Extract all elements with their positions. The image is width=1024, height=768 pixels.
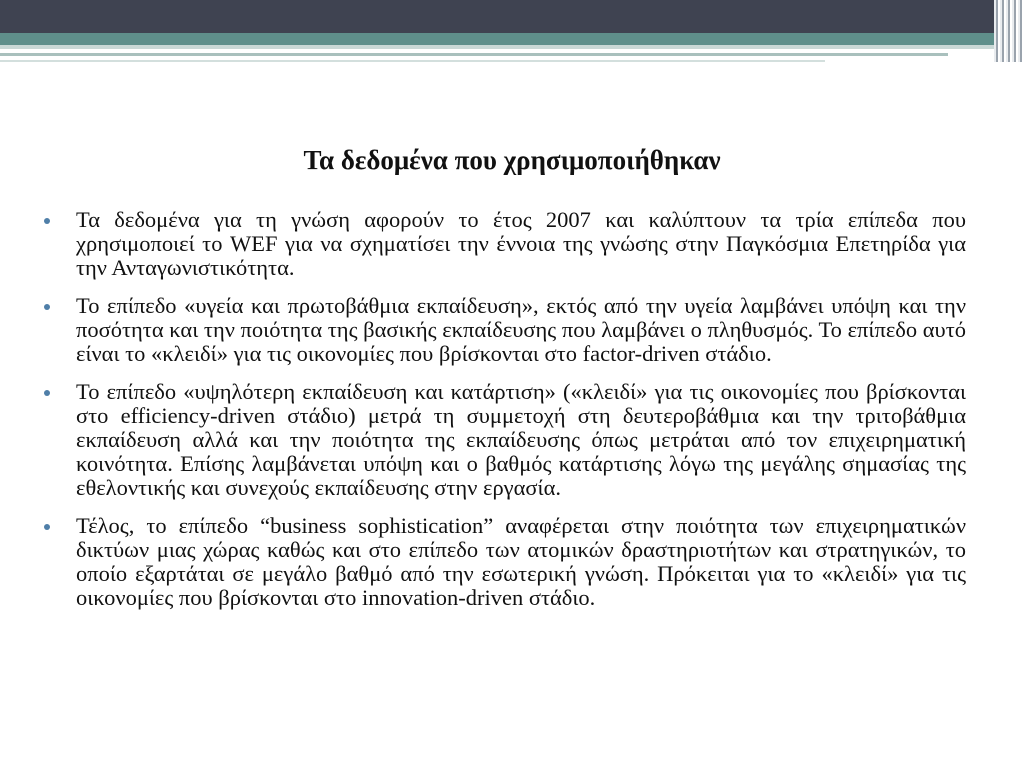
bullet-item xyxy=(44,380,966,500)
header-stripes-decoration xyxy=(994,0,1024,62)
bullet-item xyxy=(44,208,966,280)
bullet-icon xyxy=(44,304,50,310)
bullet-item xyxy=(44,514,966,610)
bullet-icon xyxy=(44,390,50,396)
bullet-text: Τα δεδομένα για τη γνώση αφορούν το έτος 2007 και καλύπτουν τα τρία επίπεδα που χρησιμοποιεί το WEF για να σχηματίσει την έννοια της γνώσης στην Παγκόσμια Επετηρίδα για την Ανταγωνιστικότητα. xyxy=(76,207,966,280)
bullet-text: Το επίπεδο «υγεία και πρωτοβάθμια εκπαίδευση», εκτός από την υγεία λαμβάνει υπόψη και την ποσότητα και την ποιότητα της βασικής εκπαίδευσης που λαμβάνει ο πληθυσμός. Το επίπεδο αυτό είναι το «κλειδί» για τις οικονομίες που βρίσκονται στο factor-driven στάδιο. xyxy=(76,293,966,366)
bullet-text: Τέλος, το επίπεδο “business sophistication” αναφέρεται στην ποιότητα των επιχειρηματικών δικτύων μιας χώρας καθώς και στο επίπεδο των ατομικών δραστηριοτήτων και στρατηγικών, το οποίο εξαρτάται σε μεγάλο βαθμό από την εσωτερική γνώση. Πρόκειται για το «κλειδί» για τις οικονομίες που βρίσκονται στο innovation-driven στάδιο. xyxy=(76,513,966,610)
bullet-item xyxy=(44,294,966,366)
bullet-icon xyxy=(44,524,50,530)
slide-title: Τα δεδομένα που χρησιμοποιήθηκαν xyxy=(303,145,721,175)
bullet-text: Το επίπεδο «υψηλότερη εκπαίδευση και κατάρτιση» («κλειδί» για τις οικονομίες που βρίσκονται στο efficiency-driven στάδιο) μετρά τη συμμετοχή στη δευτεροβάθμια και την τριτοβάθμια εκπαίδευση αλλά και την ποιότητα της εκπαίδευσης όπως μετράται από τον επιχειρηματική κοινότητα. Επίσης λαμβάνεται υπόψη και ο βαθμός κατάρτισης λόγω της μεγάλης σημασίας της εθελοντικής και συνεχούς εκπαίδευσης στην εργασία. xyxy=(76,379,966,500)
header-line xyxy=(0,53,948,56)
header-bar-light xyxy=(0,45,1024,49)
header-bar-dark xyxy=(0,0,1024,33)
header-bar-teal xyxy=(0,33,1024,45)
bullet-list xyxy=(44,208,966,624)
header-line-secondary xyxy=(0,60,825,62)
bullet-icon xyxy=(44,218,50,224)
